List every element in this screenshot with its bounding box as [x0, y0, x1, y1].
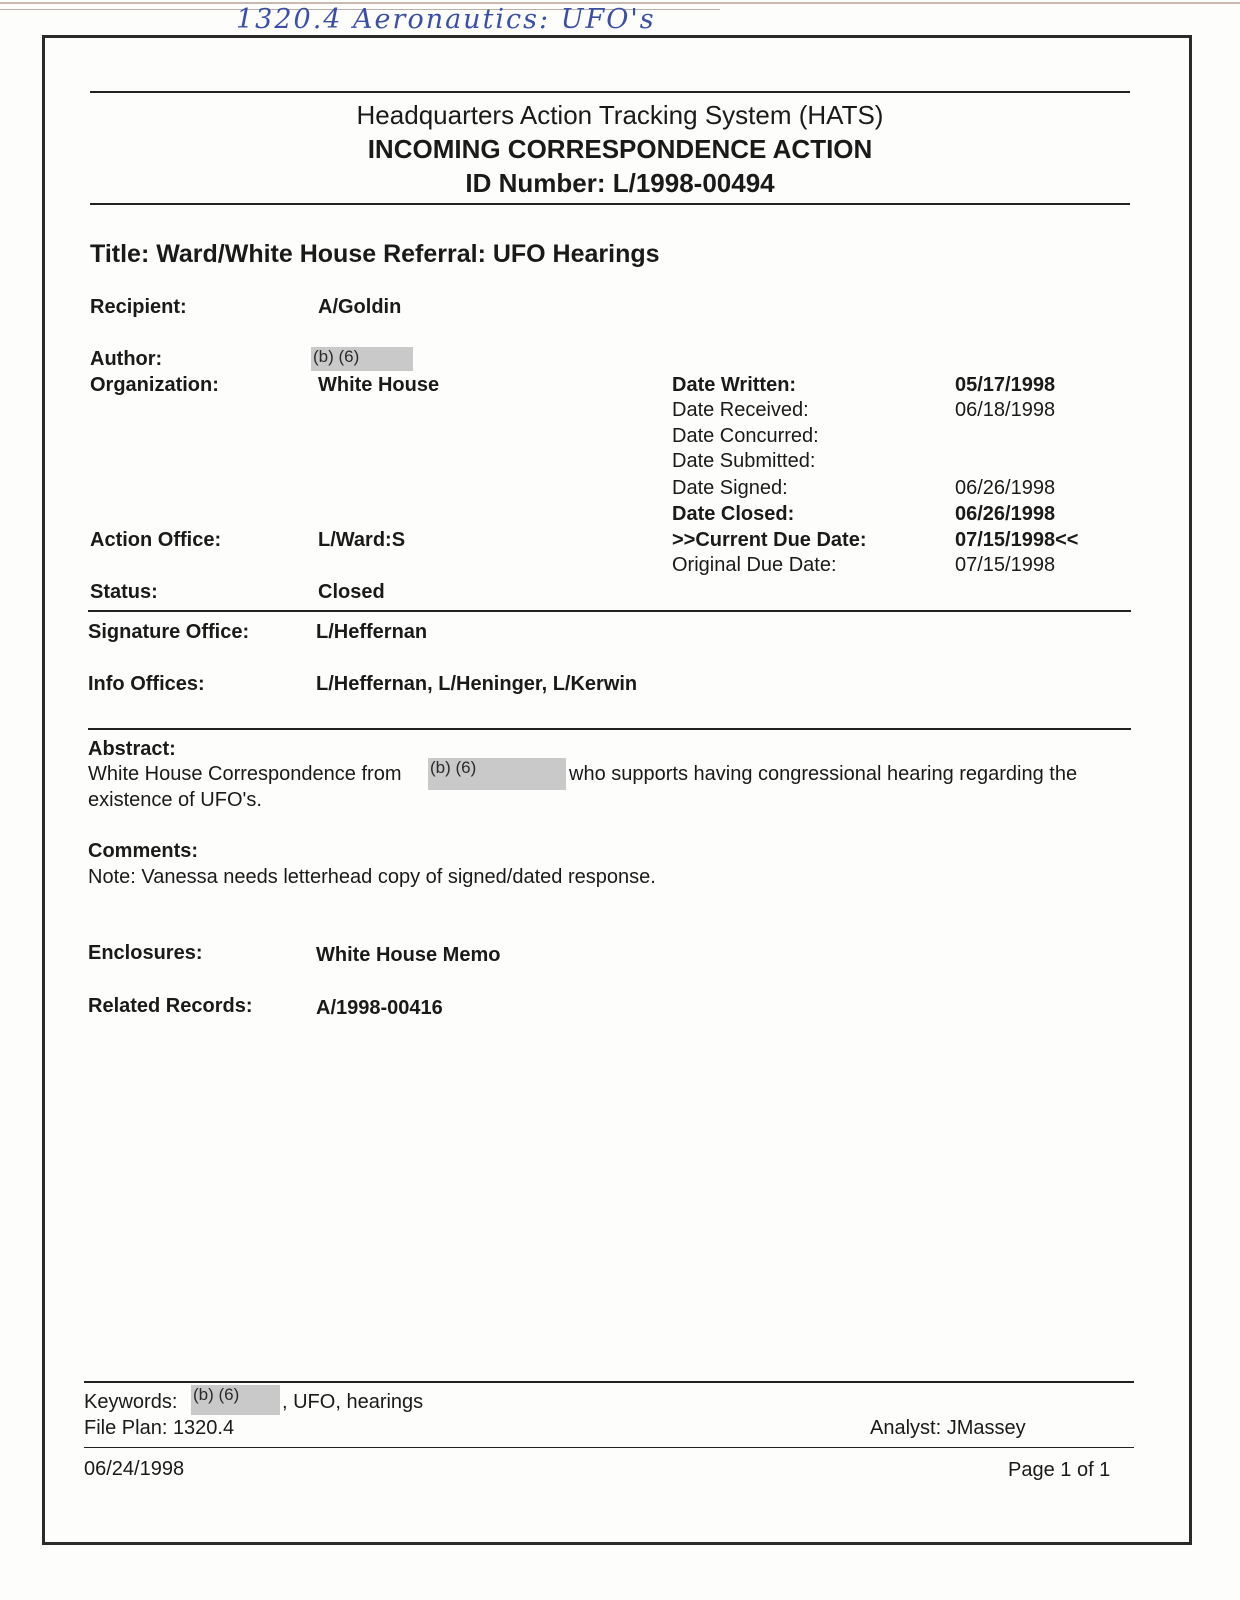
- author-redaction: (b) (6): [311, 347, 413, 371]
- date-written-label: Date Written:: [672, 374, 797, 396]
- keywords-redaction: (b) (6): [191, 1385, 280, 1415]
- id-number-label: ID Number:: [465, 168, 606, 198]
- status-label: Status:: [90, 581, 158, 603]
- abstract-redaction: (b) (6): [428, 758, 566, 790]
- current-due-date-value: 07/15/1998<<: [955, 529, 1079, 551]
- date-written-value: 05/17/1998: [955, 374, 1056, 396]
- date-signed-value: 06/26/1998: [955, 477, 1056, 499]
- keywords-label: Keywords:: [84, 1391, 178, 1413]
- file-plan-value: 1320.4: [172, 1417, 235, 1439]
- abstract-text-end: who supports having congressional hearing regarding the: [569, 763, 1078, 785]
- recipient-label: Recipient:: [90, 296, 187, 318]
- keywords-rest: , UFO, hearings: [282, 1391, 424, 1413]
- info-offices-label: Info Offices:: [88, 673, 205, 695]
- date-concurred-label: Date Concurred:: [672, 425, 819, 447]
- comments-label: Comments:: [88, 840, 199, 862]
- info-offices-value: L/Heffernan, L/Heninger, L/Kerwin: [316, 673, 638, 695]
- file-plan-label: File Plan:: [84, 1417, 168, 1439]
- page-number: Page 1 of 1: [1008, 1459, 1111, 1481]
- footer-top-rule: [84, 1381, 1134, 1383]
- enclosures-label: Enclosures:: [88, 942, 203, 964]
- handwritten-annotation: 1320.4 Aeronautics: UFO's: [236, 4, 656, 35]
- header-top-rule: [90, 91, 1130, 93]
- footer-bottom-rule: [84, 1447, 1134, 1448]
- title-label: Title:: [90, 240, 150, 268]
- header-bottom-rule: [90, 203, 1130, 205]
- current-due-date-label: >>Current Due Date:: [672, 529, 867, 551]
- print-date: 06/24/1998: [84, 1458, 185, 1480]
- related-records-value: A/1998-00416: [316, 997, 443, 1019]
- comments-text: Note: Vanessa needs letterhead copy of signed/dated response.: [88, 866, 656, 888]
- original-due-date-label: Original Due Date:: [672, 554, 837, 576]
- author-label: Author:: [90, 348, 163, 370]
- date-signed-label: Date Signed:: [672, 477, 788, 499]
- enclosures-value: White House Memo: [316, 944, 501, 966]
- offices-divider: [88, 728, 1131, 730]
- title-value: Ward/White House Referral: UFO Hearings: [156, 240, 660, 268]
- related-records-label: Related Records:: [88, 995, 253, 1017]
- analyst-value: JMassey: [946, 1417, 1026, 1439]
- abstract-label: Abstract:: [88, 738, 176, 760]
- date-received-value: 06/18/1998: [955, 399, 1056, 421]
- record-title: [90, 240, 660, 269]
- id-number-value: L/1998-00494: [612, 168, 775, 198]
- form-type: INCOMING CORRESPONDENCE ACTION: [367, 134, 873, 164]
- abstract-text-start: White House Correspondence from: [88, 763, 402, 785]
- date-received-label: Date Received:: [672, 399, 809, 421]
- analyst: [870, 1417, 1026, 1440]
- status-divider: [88, 610, 1131, 612]
- signature-office-value: L/Heffernan: [316, 621, 428, 643]
- file-plan: [84, 1417, 234, 1440]
- action-office-value: L/Ward:S: [318, 529, 406, 551]
- organization-value: White House: [318, 374, 440, 396]
- id-number: [0, 168, 1240, 199]
- system-name: Headquarters Action Tracking System (HATS): [356, 100, 884, 130]
- abstract-text-line2: existence of UFO's.: [88, 789, 262, 811]
- recipient-value: A/Goldin: [318, 296, 402, 318]
- signature-office-label: Signature Office:: [88, 621, 250, 643]
- action-office-label: Action Office:: [90, 529, 222, 551]
- date-closed-value: 06/26/1998: [955, 503, 1056, 525]
- date-submitted-label: Date Submitted:: [672, 450, 816, 472]
- status-value: Closed: [318, 581, 385, 603]
- date-closed-label: Date Closed:: [672, 503, 795, 525]
- original-due-date-value: 07/15/1998: [955, 554, 1056, 576]
- organization-label: Organization:: [90, 374, 219, 396]
- analyst-label: Analyst:: [870, 1417, 942, 1439]
